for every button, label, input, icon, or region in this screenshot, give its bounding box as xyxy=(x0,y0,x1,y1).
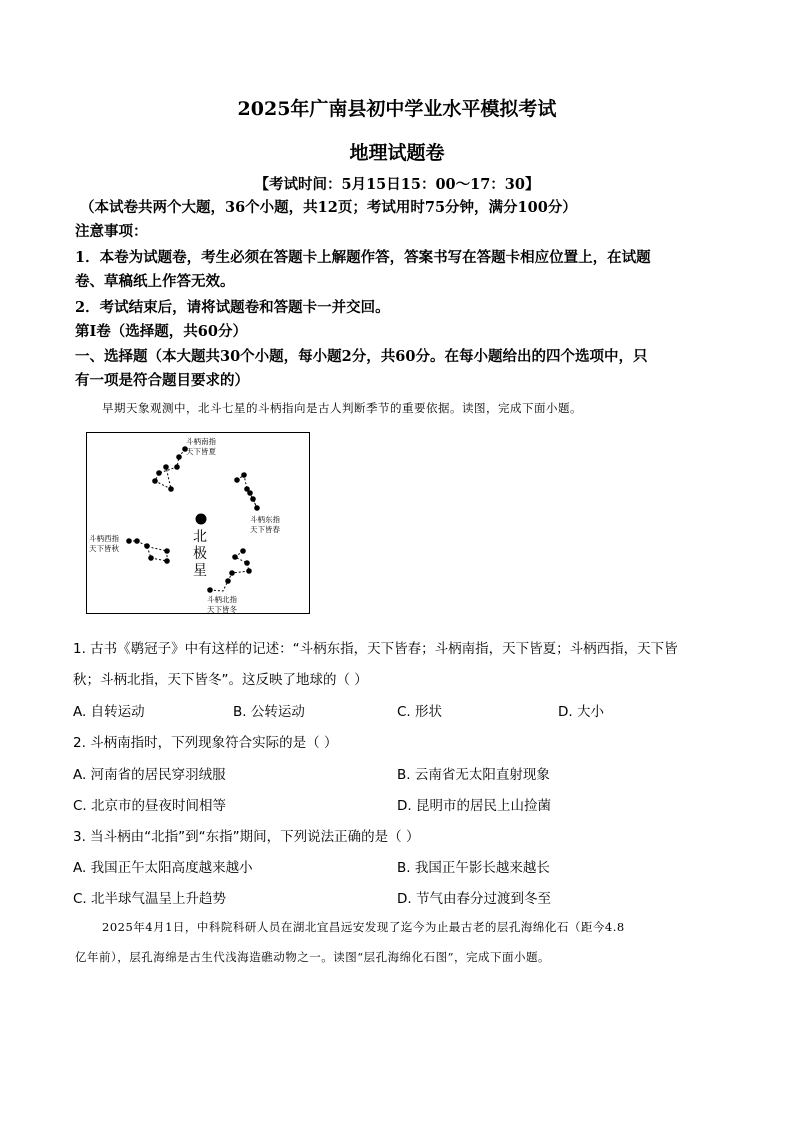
section-instruction-line-1: 一、选择题（本大题共30个小题，每小题2分，共60分。在每小题给出的四个选项中，只 xyxy=(75,348,648,365)
label-north-2: 天下皆冬 xyxy=(207,605,237,614)
group-2-intro-line-2: 亿年前），层孔海绵是古生代浅海造礁动物之一。读图“层孔海绵化石图”，完成下面小题。 xyxy=(75,950,551,964)
label-south-1: 斗柄南指 xyxy=(186,437,216,446)
question-1-line-2: 秋；斗柄北指，天下皆冬”。这反映了地球的（ ） xyxy=(73,672,368,688)
polaris-label-3: 星 xyxy=(193,563,207,579)
question-2-option-a: A. 河南省的居民穿羽绒服 xyxy=(73,767,226,783)
big-dipper-figure xyxy=(86,432,310,614)
group-1-intro: 早期天象观测中，北斗七星的斗柄指向是古人判断季节的重要依据。读图，完成下面小题。 xyxy=(102,401,582,415)
question-3-option-b: B. 我国正午影长越来越长 xyxy=(397,860,550,876)
dipper-north xyxy=(210,551,249,591)
question-3-option-c: C. 北半球气温呈上升趋势 xyxy=(73,891,227,907)
notes-item-1-line-2: 卷、草稿纸上作答无效。 xyxy=(75,273,235,290)
question-2-stem: 2. 斗柄南指时，下列现象符合实际的是（ ） xyxy=(73,735,338,751)
polaris-star xyxy=(196,514,207,525)
question-3-option-a: A. 我国正午太阳高度越来越小 xyxy=(73,860,253,876)
exam-subject-title: 地理试题卷 xyxy=(349,142,445,164)
question-1-line-1: 1. 古书《鹖冠子》中有这样的记述：“斗柄东指，天下皆春；斗柄南指，天下皆夏；斗柄西指，天下皆 xyxy=(73,641,678,657)
question-1-option-a: A. 自转运动 xyxy=(73,704,145,720)
notes-item-2: 2．考试结束后，请将试题卷和答题卡一并交回。 xyxy=(75,299,390,316)
label-north-1: 斗柄北指 xyxy=(207,595,237,604)
exam-info: （本试卷共两个大题，36个小题，共12页；考试用时75分钟，满分100分） xyxy=(80,199,577,216)
notes-heading: 注意事项： xyxy=(75,223,148,240)
question-3-stem: 3. 当斗柄由“北指”到“东指”期间，下列说法正确的是（ ） xyxy=(73,829,420,845)
label-east-2: 天下皆春 xyxy=(250,525,280,534)
section-instruction-line-2: 有一项是符合题目要求的） xyxy=(75,372,249,389)
question-2-option-b: B. 云南省无太阳直射现象 xyxy=(397,767,550,783)
question-1-option-c: C. 形状 xyxy=(397,704,443,720)
question-1-option-d: D. 大小 xyxy=(558,704,604,720)
label-west-1: 斗柄西指 xyxy=(89,534,119,543)
label-south-2: 天下皆夏 xyxy=(186,447,216,456)
big-dipper-diagram xyxy=(87,433,311,615)
exam-time: 【考试时间：5月15日15：00～17：30】 xyxy=(254,176,540,193)
question-2-option-c: C. 北京市的昼夜时间相等 xyxy=(73,798,227,814)
question-2-option-d: D. 昆明市的居民上山捡菌 xyxy=(397,798,551,814)
question-1-option-b: B. 公转运动 xyxy=(233,704,305,720)
group-2-intro-line-1: 2025年4月1日，中科院科研人员在湖北宜昌远安发现了迄今为止最古老的层孔海绵化石（距今4.8 xyxy=(102,920,625,934)
exam-title: 2025年广南县初中学业水平模拟考试 xyxy=(237,98,557,120)
notes-item-1-line-1: 1．本卷为试题卷，考生必须在答题卡上解题作答，答案书写在答题卡相应位置上，在试题 xyxy=(75,249,651,266)
part-title: 第Ⅰ卷（选择题，共60分） xyxy=(75,323,247,340)
polaris-label-2: 极 xyxy=(193,546,207,562)
label-west-2: 天下皆秋 xyxy=(89,544,119,553)
polaris-label-1: 北 xyxy=(193,529,207,545)
label-east-1: 斗柄东指 xyxy=(250,515,280,524)
question-3-option-d: D. 节气由春分过渡到冬至 xyxy=(397,891,551,907)
dipper-north-stars xyxy=(207,548,252,593)
